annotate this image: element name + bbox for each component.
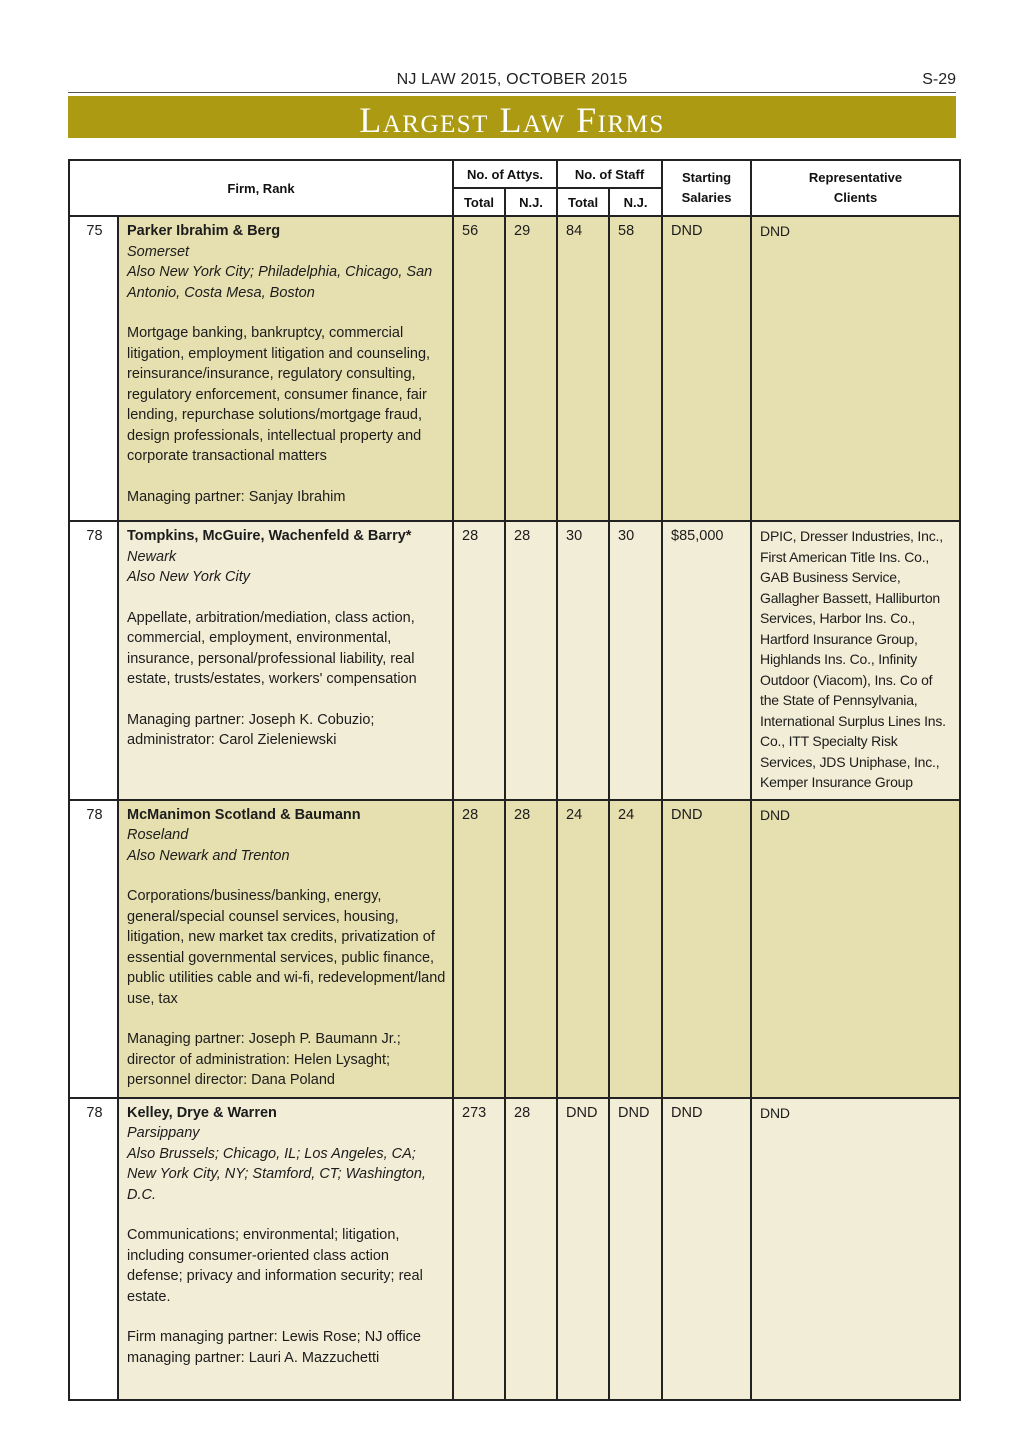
header-attys-nj: N.J. bbox=[505, 188, 557, 216]
representative-clients bbox=[751, 1098, 960, 1400]
firm-details bbox=[118, 800, 453, 1098]
firm-rank: 75 bbox=[69, 216, 118, 521]
firm-city: Somerset bbox=[127, 243, 190, 260]
section-title: Largest Law Firms bbox=[359, 100, 665, 140]
firm-managing-partner: Managing partner: Joseph P. Baumann Jr.; director of administration: Helen Lysaght; personnel director: Dana Poland bbox=[127, 1031, 401, 1088]
header-firm-rank: Firm, Rank bbox=[69, 160, 453, 216]
firm-other-offices: Also New York City; Philadelphia, Chicago, San Antonio, Costa Mesa, Boston bbox=[127, 264, 433, 301]
firm-city: Roseland bbox=[127, 827, 189, 843]
firm-rank: 78 bbox=[69, 800, 118, 1098]
attys-total: 56 bbox=[453, 216, 505, 521]
firm-name: McManimon Scotland & Baumann bbox=[127, 806, 361, 823]
table-row bbox=[69, 521, 960, 800]
attys-total: 28 bbox=[453, 521, 505, 800]
firm-name: Kelley, Drye & Warren bbox=[127, 1104, 277, 1121]
starting-salary: $85,000 bbox=[662, 521, 751, 800]
staff-total: 30 bbox=[557, 521, 609, 800]
staff-nj: 58 bbox=[609, 216, 662, 521]
staff-nj: 30 bbox=[609, 521, 662, 800]
firm-rank: 78 bbox=[69, 521, 118, 800]
firm-name: Parker Ibrahim & Berg bbox=[127, 223, 281, 239]
starting-salary: DND bbox=[662, 216, 751, 521]
clients-text: DND bbox=[760, 223, 790, 239]
page-number: S-29 bbox=[922, 71, 956, 88]
firm-other-offices: Also Brussels; Chicago, IL; Los Angeles, CA; New York City, NY; Stamford, CT; Washington, D.C. bbox=[127, 1145, 426, 1203]
clients-text: DND bbox=[760, 1104, 790, 1121]
firm-other-offices: Also New York City bbox=[127, 569, 251, 585]
firm-managing-partner: Managing partner: Joseph K. Cobuzio; administrator: Carol Zieleniewski bbox=[127, 711, 375, 748]
representative-clients bbox=[751, 216, 960, 521]
attys-nj: 29 bbox=[505, 216, 557, 521]
header-representative-clients-label: Representative Clients bbox=[808, 170, 903, 205]
attys-nj: 28 bbox=[505, 800, 557, 1098]
header-attys-total: Total bbox=[453, 188, 505, 216]
staff-total: 24 bbox=[557, 800, 609, 1098]
table-row bbox=[69, 1098, 960, 1400]
firm-rank: 78 bbox=[69, 1098, 118, 1400]
starting-salary: DND bbox=[662, 1098, 751, 1400]
firm-other-offices: Also Newark and Trenton bbox=[127, 847, 290, 864]
firm-details bbox=[118, 216, 453, 521]
header-starting-salaries-label: Starting Salaries bbox=[681, 170, 732, 205]
section-banner bbox=[68, 96, 956, 138]
header-staff-total: Total bbox=[557, 188, 609, 216]
publication-title: NJ LAW 2015, OCTOBER 2015 bbox=[396, 71, 628, 88]
page-header bbox=[68, 68, 956, 92]
table-row bbox=[69, 216, 960, 521]
staff-nj: DND bbox=[609, 1098, 662, 1400]
firm-name: Tompkins, McGuire, Wachenfeld & Barry* bbox=[127, 528, 412, 544]
header-staff-nj: N.J. bbox=[609, 188, 662, 216]
header-starting-salaries bbox=[662, 160, 751, 216]
header-staff: No. of Staff bbox=[557, 160, 662, 188]
staff-total: DND bbox=[557, 1098, 609, 1400]
firm-practice-areas: Corporations/business/banking, energy, general/special counsel services, housing, litigation, new market tax credits, privatization of essential governmental services, public finance, public utilities cable and wi-fi, redevelopment/land use, tax bbox=[127, 888, 446, 1007]
clients-text: DND bbox=[760, 806, 790, 823]
attys-nj: 28 bbox=[505, 521, 557, 800]
firm-city: Parsippany bbox=[127, 1125, 200, 1141]
firm-practice-areas: Communications; environmental; litigation, including consumer-oriented class action defense; privacy and information security; real estate. bbox=[127, 1227, 423, 1305]
firm-details bbox=[118, 1098, 453, 1400]
firm-city: Newark bbox=[127, 548, 177, 565]
header-divider bbox=[68, 92, 956, 93]
firm-practice-areas: Appellate, arbitration/mediation, class action, commercial, employment, environmental, insurance, personal/professional liability, real estate, trusts/estates, workers' compensation bbox=[127, 609, 417, 687]
firm-details bbox=[118, 521, 453, 800]
representative-clients bbox=[751, 521, 960, 800]
firm-practice-areas: Mortgage banking, bankruptcy, commercial litigation, employment litigation and counseling, reinsurance/insurance, regulatory consulting, regulatory enforcement, consumer finance, fair lending, repurchase solutions/mortgage fraud, design professionals, intellectual property and corporate transactional matters bbox=[127, 325, 431, 464]
header-attys: No. of Attys. bbox=[453, 160, 557, 188]
table-row bbox=[69, 800, 960, 1098]
header-representative-clients bbox=[751, 160, 960, 216]
staff-total: 84 bbox=[557, 216, 609, 521]
staff-nj: 24 bbox=[609, 800, 662, 1098]
attys-nj: 28 bbox=[505, 1098, 557, 1400]
clients-text: DPIC, Dresser Industries, Inc., First American Title Ins. Co., GAB Business Service, Gallagher Bassett, Halliburton Services, Harbor Ins. Co., Hartford Insurance Group, Highlands Ins. Co., Infinity Outdoor (Viacom), Ins. Co of the State of Pennsylvania, International Surplus Lines Ins. Co., ITT Specialty Risk Services, JDS Uniphase, Inc., Kemper Insurance Group bbox=[760, 528, 946, 790]
representative-clients bbox=[751, 800, 960, 1098]
law-firms-table bbox=[68, 159, 961, 1401]
starting-salary: DND bbox=[662, 800, 751, 1098]
firm-managing-partner: Firm managing partner: Lewis Rose; NJ office managing partner: Lauri A. Mazzuchetti bbox=[127, 1329, 421, 1366]
attys-total: 273 bbox=[453, 1098, 505, 1400]
firm-managing-partner: Managing partner: Sanjay Ibrahim bbox=[127, 488, 346, 505]
attys-total: 28 bbox=[453, 800, 505, 1098]
